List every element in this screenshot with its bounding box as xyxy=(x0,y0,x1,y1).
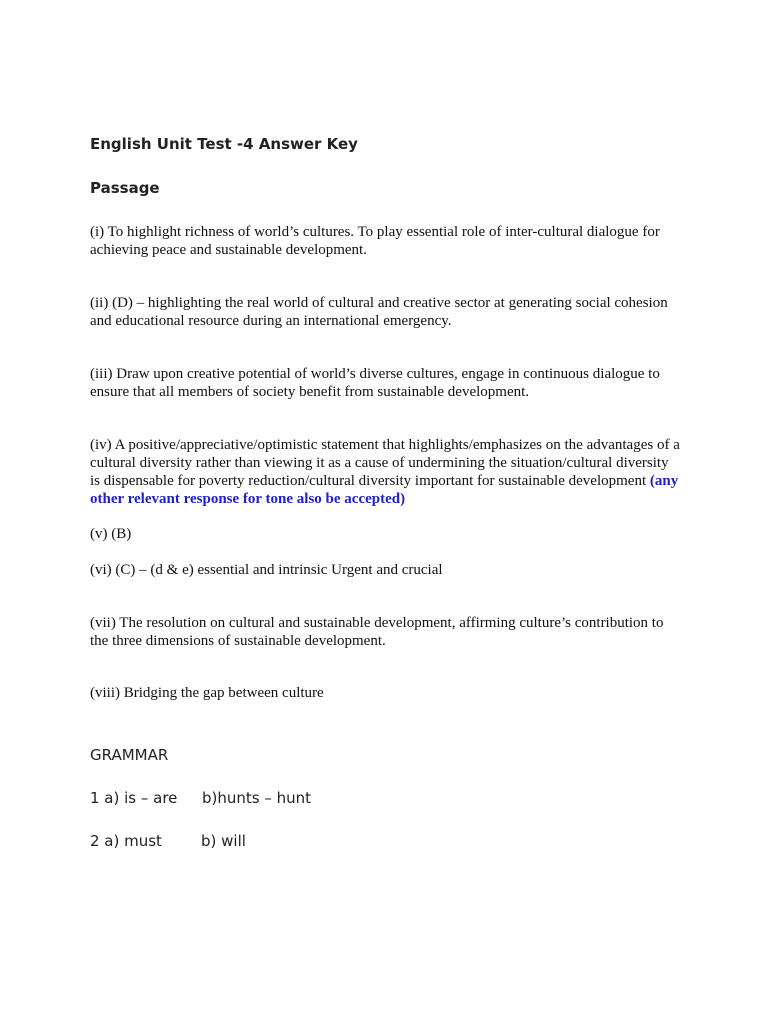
grammar-q2-part-b: b) will xyxy=(201,832,246,850)
answer-vi: (vi) (C) – (d & e) essential and intrinsic Urgent and crucial xyxy=(90,562,443,578)
answer-key-page xyxy=(90,0,680,1024)
answer-i: (i) To highlight richness of world’s cultures. To play essential role of inter-cultural dialogue for achieving peace and sustainable development. xyxy=(90,224,660,258)
document-title: English Unit Test -4 Answer Key xyxy=(90,135,358,153)
grammar-question-2 xyxy=(90,832,246,850)
answer-iv-text: (iv) A positive/appreciative/optimistic statement that highlights/emphasizes on the advantages of a cultural diversity rather than viewing it as a cause of undermining the situation/cultural diversity is dispensable for poverty reduction/cultural diversity important for sustainable development xyxy=(90,437,680,489)
grammar-q2-part-a: 2 a) must xyxy=(90,832,162,850)
answer-viii: (viii) Bridging the gap between culture xyxy=(90,685,324,701)
answer-v: (v) (B) xyxy=(90,526,132,542)
grammar-question-1 xyxy=(90,789,312,807)
answer-iv-note: (any other relevant response for tone also be accepted) xyxy=(90,473,679,507)
answer-ii: (ii) (D) – highlighting the real world of cultural and creative sector at generating social cohesion and educational resource during an international emergency. xyxy=(90,295,668,329)
answer-iv xyxy=(90,436,680,508)
grammar-q1-part-a: 1 a) is – are xyxy=(90,789,178,807)
passage-heading: Passage xyxy=(90,179,160,197)
answer-iii: (iii) Draw upon creative potential of world’s diverse cultures, engage in continuous dialogue to ensure that all members of society benefit from sustainable development. xyxy=(90,366,660,400)
answer-vii: (vii) The resolution on cultural and sustainable development, affirming culture’s contribution to the three dimensions of sustainable development. xyxy=(90,615,664,649)
grammar-q1-part-b: b)hunts – hunt xyxy=(202,789,312,807)
grammar-heading: GRAMMAR xyxy=(90,746,169,764)
